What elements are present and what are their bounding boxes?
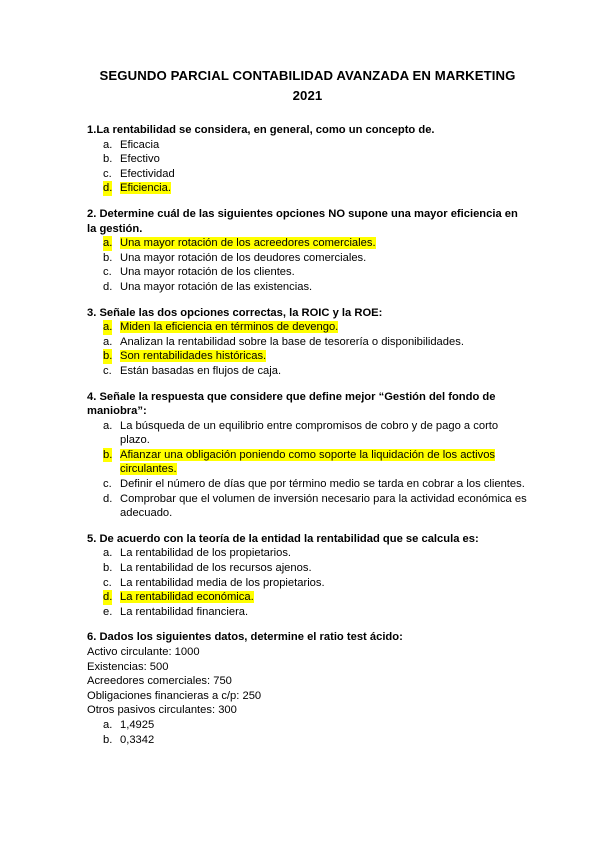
option-item <box>87 546 528 561</box>
option-text-highlighted: Una mayor rotación de los acreedores comerciales. <box>120 237 376 250</box>
option-text: Efectividad <box>120 167 175 180</box>
option-item <box>87 477 528 492</box>
option-text: 0,3342 <box>120 733 155 746</box>
question-1-text: 1.La rentabilidad se considera, en general, como un concepto de. <box>87 124 435 136</box>
question-1 <box>87 123 528 196</box>
data-line: Otros pasivos circulantes: 300 <box>87 704 237 717</box>
option-marker: a. <box>103 419 113 432</box>
option-text: Eficacia <box>120 138 160 151</box>
option-marker: d. <box>103 492 113 505</box>
option-text: La rentabilidad de los recursos ajenos. <box>120 562 312 575</box>
option-item <box>87 167 528 182</box>
option-text: Definir el número de días que por término medio se tarda en cobrar a los clientes. <box>120 478 525 491</box>
option-item-highlighted <box>87 320 528 335</box>
option-item-highlighted <box>87 448 528 477</box>
title-line-1: SEGUNDO PARCIAL CONTABILIDAD AVANZADA EN MARKETING <box>99 68 516 83</box>
option-item <box>87 335 528 350</box>
question-5-options <box>87 546 528 619</box>
option-item <box>87 605 528 620</box>
question-4 <box>87 390 528 521</box>
option-item <box>87 419 528 448</box>
option-item-highlighted <box>87 236 528 251</box>
option-marker: b. <box>103 448 113 461</box>
option-marker: b. <box>103 251 113 264</box>
question-6 <box>87 630 528 747</box>
option-text-highlighted: Son rentabilidades históricas. <box>120 350 267 363</box>
option-text: La búsqueda de un equilibrio entre compromisos de cobro y de pago a corto plazo. <box>120 419 499 447</box>
option-item <box>87 561 528 576</box>
question-3-text: 3. Señale las dos opciones correctas, la ROIC y la ROE: <box>87 306 383 319</box>
option-text-highlighted: La rentabilidad económica. <box>120 591 254 604</box>
option-item-highlighted <box>87 590 528 605</box>
question-5 <box>87 532 528 620</box>
option-marker: b. <box>103 562 113 575</box>
option-text: La rentabilidad media de los propietarios. <box>120 576 325 589</box>
option-marker: c. <box>103 478 112 491</box>
option-text: Una mayor rotación de los deudores comerciales. <box>120 251 367 264</box>
option-marker: d. <box>103 591 113 604</box>
option-item <box>87 718 528 733</box>
option-text: Una mayor rotación de las existencias. <box>120 280 313 293</box>
option-text-highlighted: Miden la eficiencia en términos de devengo. <box>120 321 339 334</box>
question-2 <box>87 207 528 295</box>
option-marker: a. <box>103 718 113 731</box>
data-line: Obligaciones financieras a c/p: 250 <box>87 689 262 702</box>
option-marker: b. <box>103 350 113 363</box>
option-text-highlighted: Afianzar una obligación poniendo como soporte la liquidación de los activos circulantes. <box>120 448 496 476</box>
question-6-data <box>87 645 528 718</box>
question-1-options <box>87 138 528 196</box>
option-marker: d. <box>103 182 113 195</box>
option-marker: b. <box>103 733 113 746</box>
option-text: 1,4925 <box>120 718 155 731</box>
question-2-text: 2. Determine cuál de las siguientes opciones NO supone una mayor eficiencia en la gestión. <box>87 207 518 235</box>
option-item <box>87 576 528 591</box>
option-marker: c. <box>103 266 112 279</box>
question-3-options <box>87 320 528 378</box>
question-4-text: 4. Señale la respuesta que considere que define mejor “Gestión del fondo de maniobra”: <box>87 390 496 418</box>
document-title <box>87 66 528 106</box>
data-line: Acreedores comerciales: 750 <box>87 675 232 688</box>
option-marker: c. <box>103 576 112 589</box>
question-2-options <box>87 236 528 294</box>
option-text: Efectivo <box>120 153 160 166</box>
option-item <box>87 138 528 153</box>
option-text: Analizan la rentabilidad sobre la base de tesorería o disponibilidades. <box>120 335 464 348</box>
option-marker: c. <box>103 364 112 377</box>
option-marker: d. <box>103 280 113 293</box>
option-item <box>87 152 528 167</box>
question-3 <box>87 306 528 379</box>
option-marker: c. <box>103 167 112 180</box>
data-line: Activo circulante: 1000 <box>87 646 200 658</box>
option-marker: e. <box>103 605 113 618</box>
option-item <box>87 265 528 280</box>
option-item <box>87 733 528 748</box>
data-line: Existencias: 500 <box>87 660 169 673</box>
question-6-text: 6. Dados los siguientes datos, determine el ratio test ácido: <box>87 631 403 644</box>
question-6-options <box>87 718 528 747</box>
option-item-highlighted <box>87 181 528 196</box>
option-item <box>87 251 528 266</box>
option-marker: a. <box>103 321 113 334</box>
option-item <box>87 364 528 379</box>
title-line-2: 2021 <box>292 88 323 103</box>
option-text-highlighted: Eficiencia. <box>120 182 171 195</box>
option-marker: a. <box>103 335 113 348</box>
option-item <box>87 492 528 521</box>
option-marker: a. <box>103 547 113 560</box>
option-item-highlighted <box>87 349 528 364</box>
option-text: La rentabilidad financiera. <box>120 605 249 618</box>
option-marker: a. <box>103 138 113 151</box>
option-item <box>87 280 528 295</box>
option-text: Están basadas en flujos de caja. <box>120 364 282 377</box>
option-text: Comprobar que el volumen de inversión necesario para la actividad económica es adecuado. <box>120 492 527 520</box>
question-5-text: 5. De acuerdo con la teoría de la entidad la rentabilidad que se calcula es: <box>87 532 479 545</box>
option-marker: a. <box>103 237 113 250</box>
option-marker: b. <box>103 153 113 166</box>
option-text: La rentabilidad de los propietarios. <box>120 547 292 560</box>
option-text: Una mayor rotación de los clientes. <box>120 266 295 279</box>
question-4-options <box>87 419 528 521</box>
